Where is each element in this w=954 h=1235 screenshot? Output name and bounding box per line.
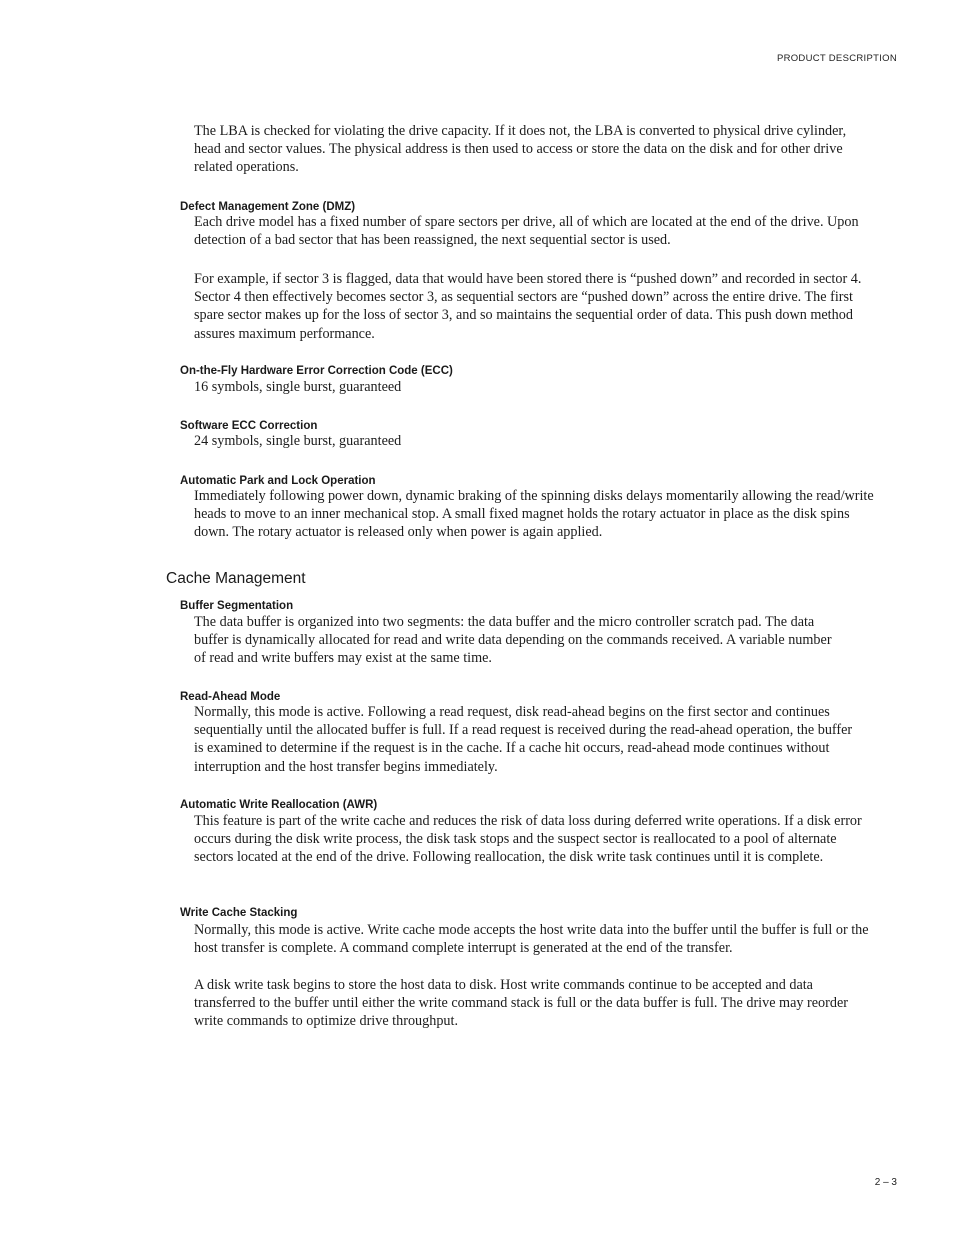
lba-paragraph: The LBA is checked for violating the drive capacity. If it does not, the LBA is converted to physical drive cylinder, head and sector values. The physical address is then used to access or store the data on the disk and for other drive related operations. [194, 123, 847, 176]
awr-paragraph: This feature is part of the write cache and reduces the risk of data loss during deferred write operations. If a disk error occurs during the disk write process, the disk task stops and the suspect sector is reallocated to a pool of alternate sectors located at the end of the drive. Following reallocation, the disk write task continues until it is complete. [194, 813, 862, 866]
software-ecc-heading: Software ECC Correction [180, 420, 318, 432]
write-cache-stacking-heading: Write Cache Stacking [180, 907, 298, 919]
write-cache-stacking-paragraph-2: A disk write task begins to store the host data to disk. Host write commands continue to be accepted and data transferred to the buffer until either the write command stack is full or the data buffer is full. The drive may reorder write commands to optimize drive throughput. [194, 977, 848, 1030]
ecc-paragraph: 16 symbols, single burst, guaranteed [194, 379, 402, 395]
dmz-paragraph-1: Each drive model has a fixed number of spare sectors per drive, all of which are located at the end of the drive. Upon detection of a bad sector that has been reassigned, the next sequential sector is used. [194, 214, 859, 249]
cache-management-heading: Cache Management [166, 570, 306, 587]
park-lock-paragraph: Immediately following power down, dynamic braking of the spinning disks delays momentarily allowing the read/write heads to move to an inner mechanical stop. A small fixed magnet holds the rotary actuator in place as the disk spins down. The rotary actuator is released only when power is again applied. [194, 488, 874, 541]
read-ahead-heading: Read-Ahead Mode [180, 691, 281, 703]
running-head: PRODUCT DESCRIPTION [776, 53, 897, 64]
dmz-heading: Defect Management Zone (DMZ) [180, 201, 356, 213]
buffer-segmentation-heading: Buffer Segmentation [180, 600, 294, 612]
awr-heading: Automatic Write Reallocation (AWR) [180, 799, 378, 811]
read-ahead-paragraph: Normally, this mode is active. Following a read request, disk read-ahead begins on the first sector and continues sequentially until the allocated buffer is full. If a read request is received during the read-ahead operation, the buffer is examined to determine if the request is in the cache. If a cache hit occurs, read-ahead mode continues without interruption and the host transfer begins immediately. [194, 704, 853, 775]
ecc-heading: On-the-Fly Hardware Error Correction Code (ECC) [180, 365, 453, 377]
write-cache-stacking-paragraph-1: Normally, this mode is active. Write cache mode accepts the host write data into the buffer until the buffer is full or the host transfer is complete. A command complete interrupt is generated at the end of the transfer. [194, 922, 869, 957]
park-lock-heading: Automatic Park and Lock Operation [180, 475, 376, 487]
buffer-segmentation-paragraph: The data buffer is organized into two segments: the data buffer and the micro controller scratch pad. The data buffer is dynamically allocated for read and write data depending on the commands received. A variable number of read and write buffers may exist at the same time. [194, 614, 832, 667]
page-number: 2 – 3 [874, 1177, 897, 1188]
dmz-paragraph-2: For example, if sector 3 is flagged, data that would have been stored there is “pushed down” and recorded in sector 4. Sector 4 then effectively becomes sector 3, as sequential sectors are “pushed down” across the entire drive. The first spare sector makes up for the loss of sector 3, and so maintains the sequential order of data. This push down method assures maximum performance. [194, 271, 862, 342]
software-ecc-paragraph: 24 symbols, single burst, guaranteed [194, 433, 402, 449]
